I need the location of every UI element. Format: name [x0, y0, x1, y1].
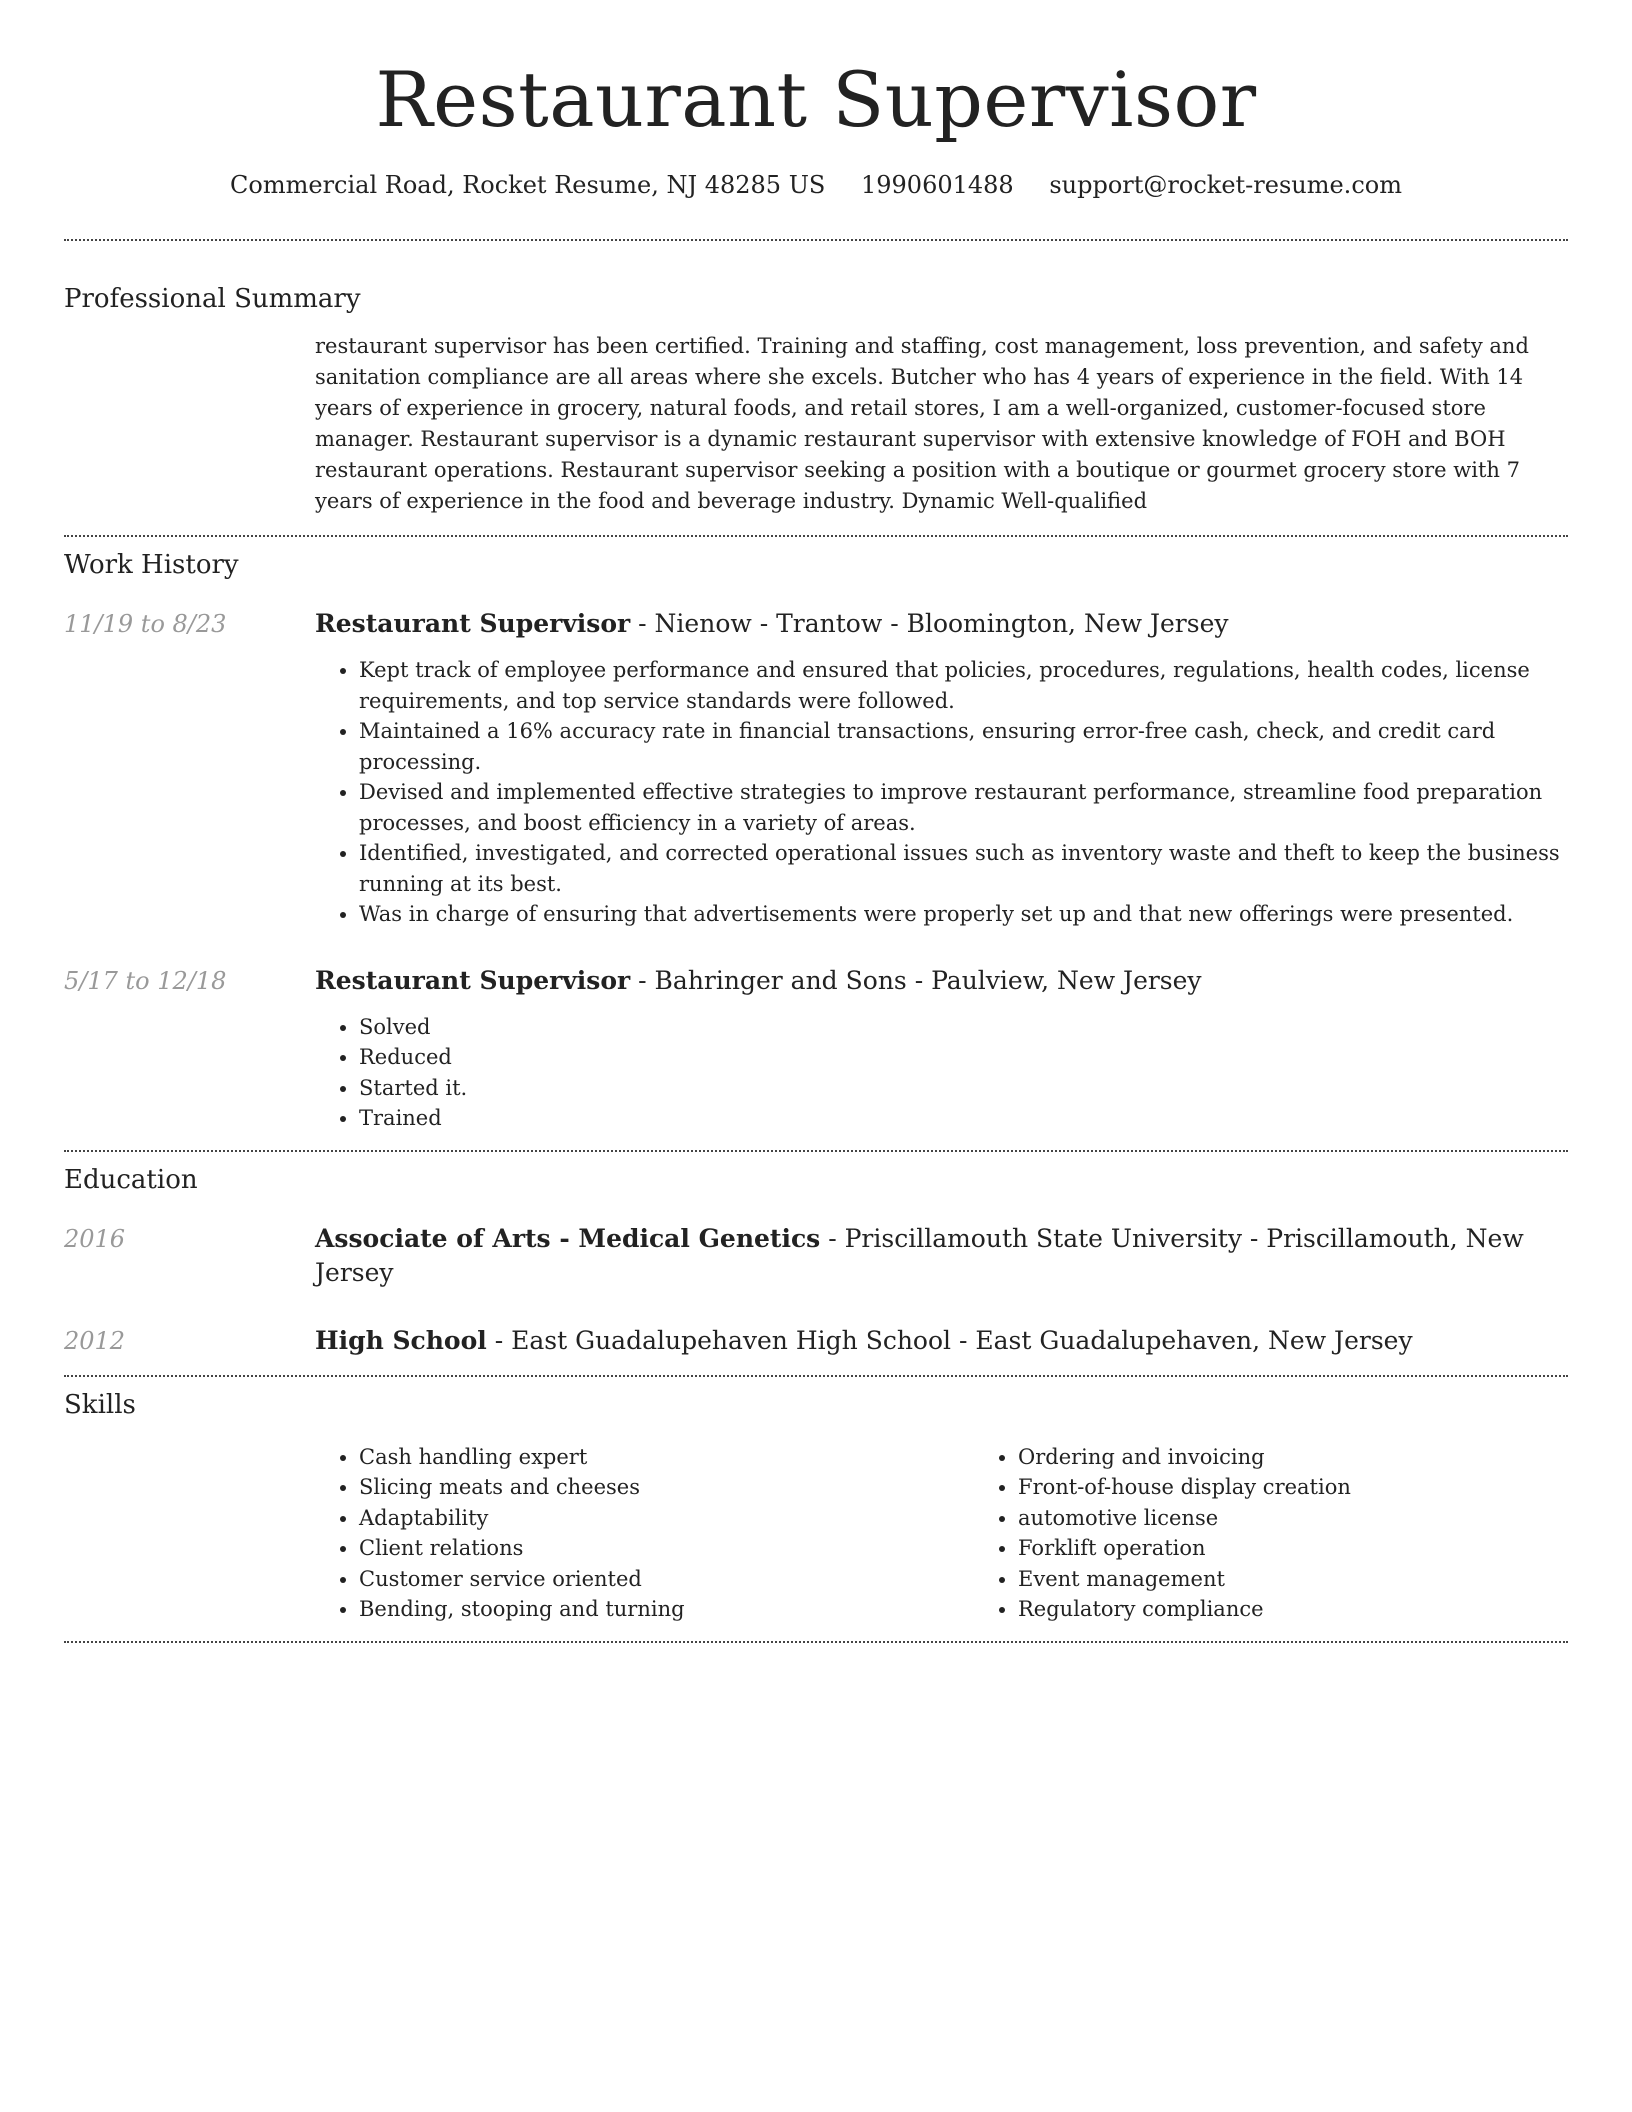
job-employer: - Nienow - Trantow - Bloomington, New Jersey: [630, 609, 1229, 638]
skill-item: • Forklift operation: [1018, 1533, 1632, 1564]
job-bullet: • Kept track of employee performance and ensured that policies, procedures, regulations, health codes, license requirements, and top service standards were followed.: [359, 655, 1568, 716]
skills-list-right: [974, 1442, 1632, 1625]
education-degree: High School: [315, 1325, 487, 1355]
education-degree: Associate of Arts - Medical Genetics: [315, 1223, 821, 1253]
contact-address: Commercial Road, Rocket Resume, NJ 48285 US: [230, 171, 826, 199]
contact-email: support@rocket-resume.com: [1049, 171, 1402, 199]
skill-item: • Event management: [1018, 1564, 1632, 1595]
job-entry: [64, 964, 1568, 1134]
job-bullet: • Trained: [359, 1103, 1568, 1134]
skills-list-left: [315, 1442, 974, 1625]
skill-item: • Regulatory compliance: [1018, 1594, 1632, 1625]
skill-item: • Cash handling expert: [359, 1442, 974, 1473]
skills-row: [64, 1442, 1568, 1625]
candidate-name: Restaurant Supervisor: [375, 55, 1257, 144]
section-title-education: Education: [64, 1164, 198, 1195]
education-entry: [64, 1324, 1568, 1358]
job-employer: - Bahringer and Sons - Paulview, New Jersey: [630, 965, 1202, 995]
education-year: 2012: [64, 1326, 126, 1355]
job-bullet-list: [315, 655, 1568, 930]
job-bullet-list: [315, 1012, 1568, 1134]
education-school: - Priscillamouth State University - Priscillamouth, New Jersey: [315, 1223, 1524, 1287]
contact-phone: 1990601488: [861, 171, 1014, 199]
job-heading: [315, 964, 1568, 998]
job-dates: 5/17 to 12/18: [64, 966, 227, 995]
education-school: - East Guadalupehaven High School - East Guadalupehaven, New Jersey: [486, 1325, 1413, 1355]
job-role: Restaurant Supervisor: [315, 965, 631, 995]
education-heading: [315, 1324, 1568, 1358]
job-heading: [315, 607, 1568, 641]
section-divider: [64, 1641, 1568, 1643]
education-year: 2016: [64, 1224, 126, 1253]
job-bullet: • Started it.: [359, 1073, 1568, 1104]
job-entry: [64, 607, 1568, 930]
section-title-skills: Skills: [64, 1389, 136, 1420]
job-role: Restaurant Supervisor: [315, 609, 631, 638]
job-bullet: • Solved: [359, 1012, 1568, 1043]
section-title-work-history: Work History: [64, 550, 239, 580]
summary-text: restaurant supervisor has been certified. Training and staffing, cost management, loss prevention, and safety and sanitation compliance are all areas where she excels. Butcher who has 4 years of experience in the field. With 14 years of experience in grocery, natural foods, and retail stores, I am a well-organized, customer-focused store manager. Restaurant supervisor is a dynamic restaurant supervisor with extensive knowledge of FOH and BOH restaurant operations. Restaurant supervisor seeking a position with a boutique or gourmet grocery store with 7 years of experience in the food and beverage industry. Dynamic Well-qualified: [315, 334, 1529, 513]
section-title-summary: Professional Summary: [64, 284, 361, 314]
education-entry: [64, 1222, 1568, 1290]
job-bullet: • Reduced: [359, 1042, 1568, 1073]
skill-item: • Front-of-house display creation: [1018, 1472, 1632, 1503]
job-bullet: • Devised and implemented effective strategies to improve restaurant performance, streamline food preparation processes, and boost efficiency in a variety of areas.: [359, 777, 1568, 838]
skill-item: • Client relations: [359, 1533, 974, 1564]
job-bullet: • Was in charge of ensuring that advertisements were properly set up and that new offerings were presented.: [359, 899, 1568, 930]
job-dates: 11/19 to 8/23: [64, 610, 227, 638]
skill-item: • Bending, stooping and turning: [359, 1594, 974, 1625]
job-bullet: • Identified, investigated, and corrected operational issues such as inventory waste and theft to keep the business running at its best.: [359, 838, 1568, 899]
resume-page: [64, 0, 1568, 1643]
summary-row: [64, 331, 1568, 517]
skill-item: • automotive license: [1018, 1503, 1632, 1534]
skill-item: • Slicing meats and cheeses: [359, 1472, 974, 1503]
contact-line: [64, 168, 1568, 202]
skill-item: • Customer service oriented: [359, 1564, 974, 1595]
education-heading: [315, 1222, 1568, 1290]
skill-item: • Adaptability: [359, 1503, 974, 1534]
job-bullet: • Maintained a 16% accuracy rate in financial transactions, ensuring error-free cash, check, and credit card processing.: [359, 716, 1568, 777]
skill-item: • Ordering and invoicing: [1018, 1442, 1632, 1473]
